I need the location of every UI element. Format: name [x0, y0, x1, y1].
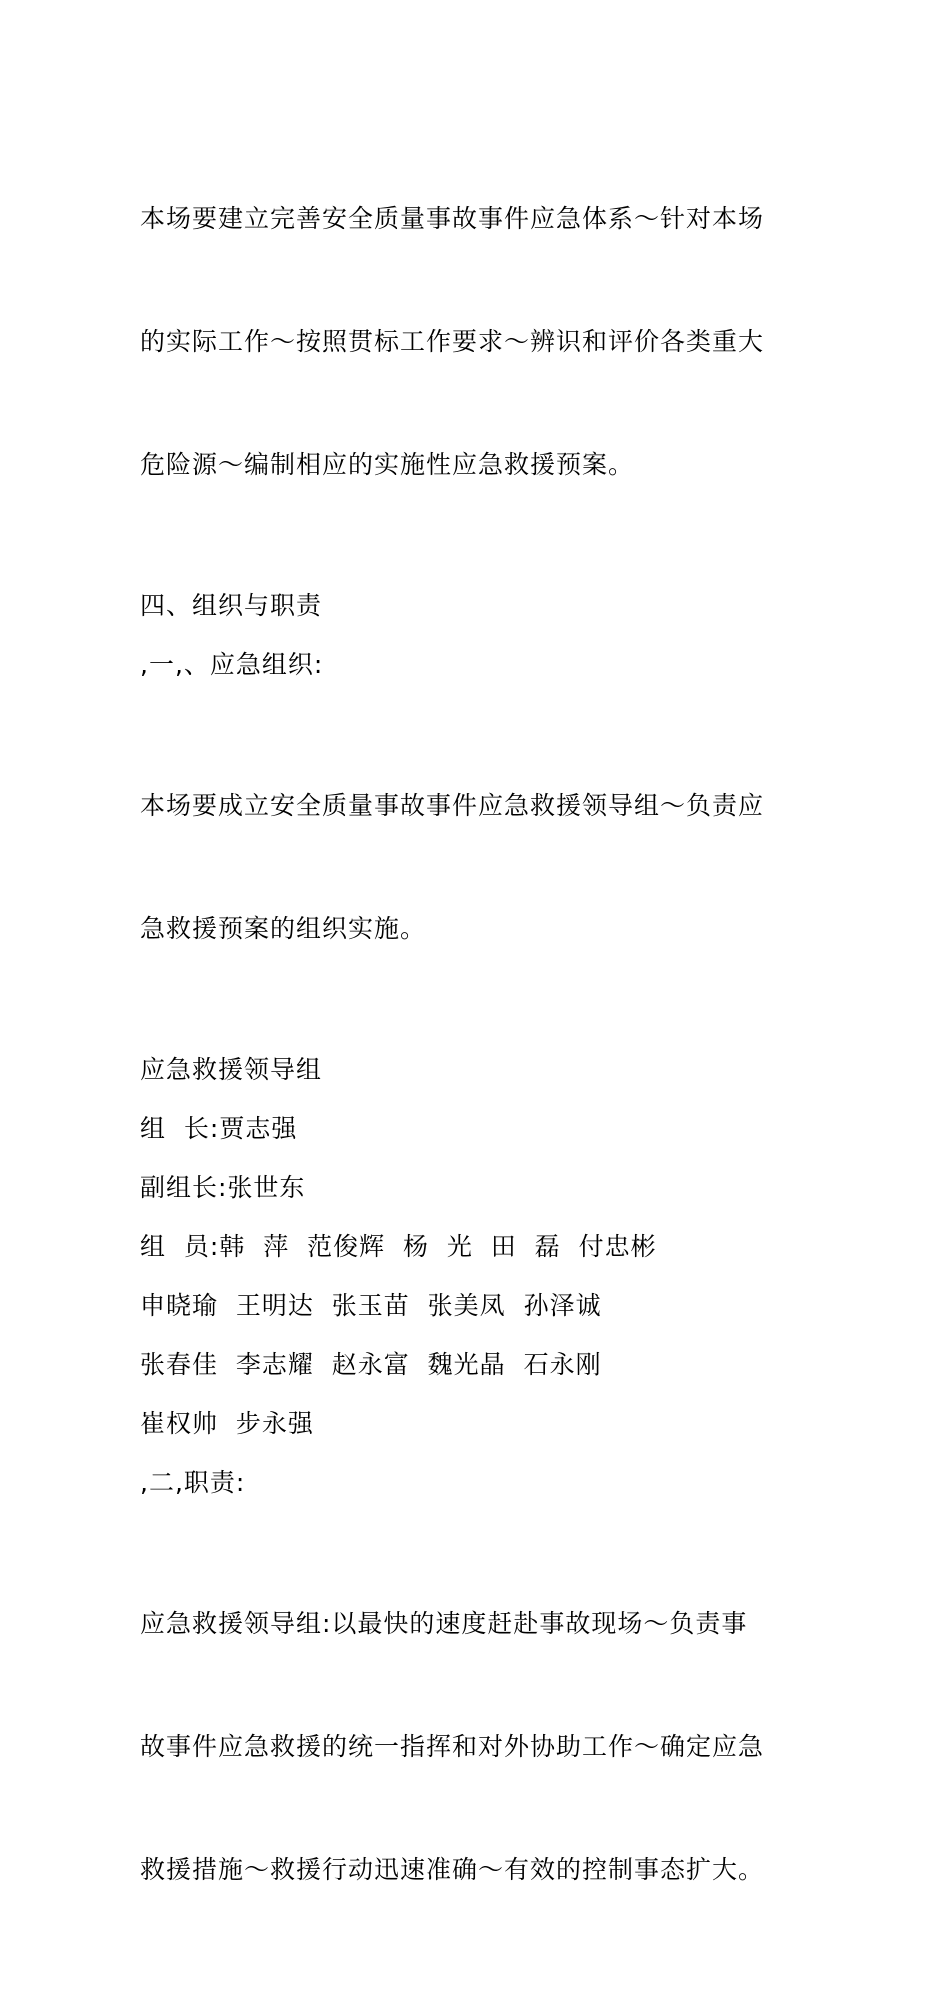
group-title: 应急救援领导组: [140, 1055, 323, 1084]
subsection-2-line-1: 应急救援领导组:以最快的速度赶赴事故现场～负责事: [140, 1609, 748, 1638]
group-deputy: 副组长:张世东: [140, 1173, 306, 1202]
section-4-heading: 四、组织与职责: [140, 591, 323, 620]
subsection-1-line-1: 本场要成立安全质量事故事件应急救援领导组～负责应: [140, 791, 765, 820]
intro-paragraph: [140, 116, 820, 567]
group-members-line-4: 崔权帅 步永强: [140, 1409, 314, 1438]
subsection-2-line-3: 救援措施～救援行动迅速准确～有效的控制事态扩大。: [140, 1855, 765, 1884]
intro-line-3: 危险源～编制相应的实施性应急救援预案。: [140, 450, 635, 479]
group-members-line-1: 组 员:韩 萍 范俊辉 杨 光 田 磊 付忠彬: [140, 1232, 657, 1261]
group-leader: 组 长:贾志强: [140, 1114, 298, 1143]
intro-line-1: 本场要建立完善安全质量事故事件应急体系～针对本场: [140, 204, 765, 233]
subsection-1-heading: ,一,、应急组织:: [140, 650, 324, 679]
intro-line-2: 的实际工作～按照贯标工作要求～辨识和评价各类重大: [140, 327, 765, 356]
subsection-1-paragraph: [140, 703, 820, 1031]
subsection-2-paragraph: [140, 1521, 820, 1972]
subsection-2-heading: ,二,职责:: [140, 1468, 246, 1497]
subsection-2-line-2: 故事件应急救援的统一指挥和对外协助工作～确定应急: [140, 1732, 765, 1761]
document-body: [140, 116, 820, 1990]
group-members-line-3: 张春佳 李志耀 赵永富 魏光晶 石永刚: [140, 1350, 602, 1379]
group-members-line-2: 申晓瑜 王明达 张玉苗 张美凤 孙泽诚: [140, 1291, 602, 1320]
subsection-1-line-2: 急救援预案的组织实施。: [140, 914, 427, 943]
